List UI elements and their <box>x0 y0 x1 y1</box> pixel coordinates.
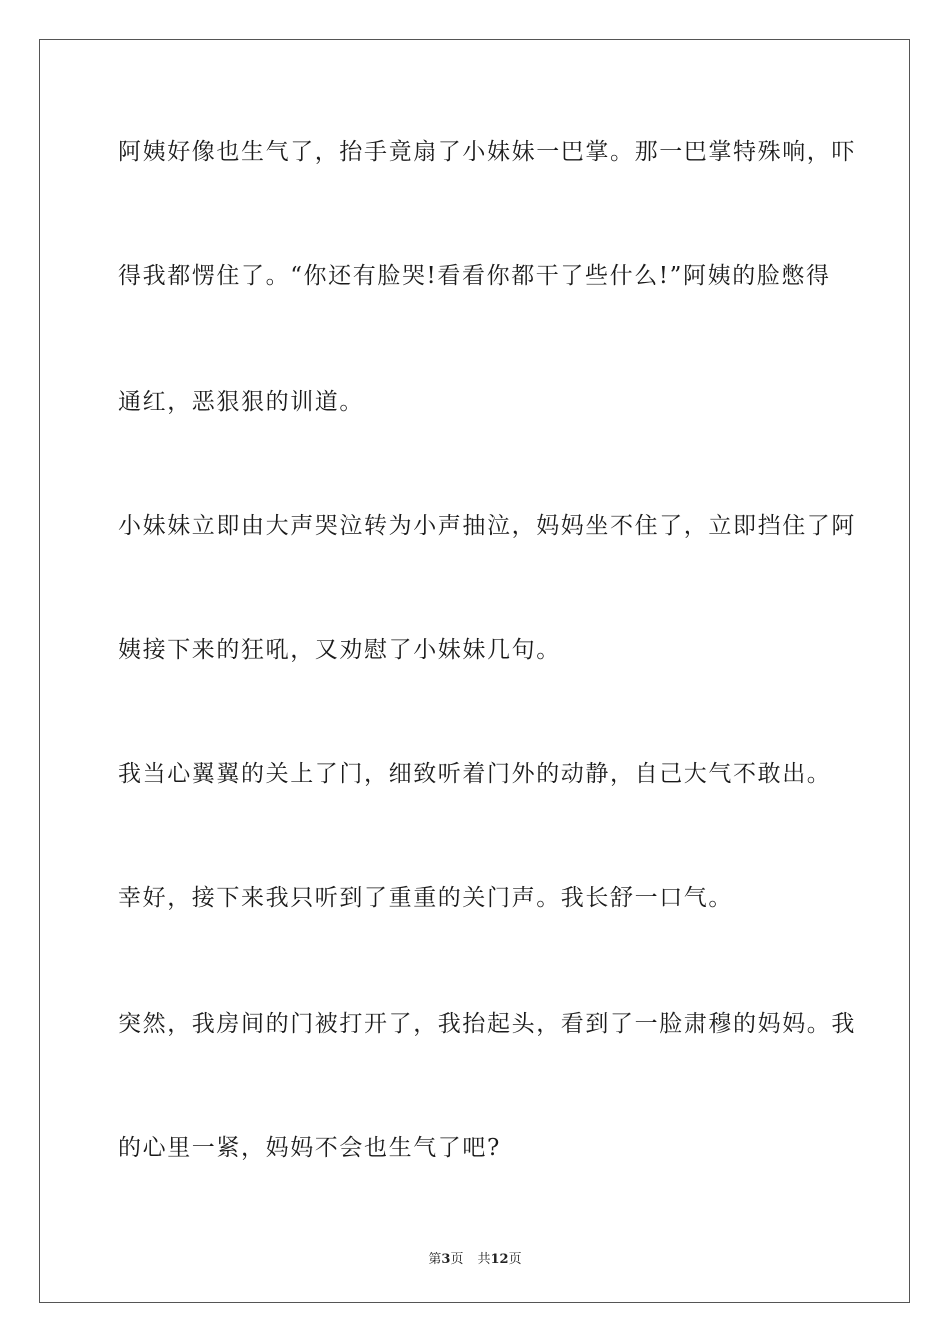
total-prefix: 共 <box>477 1252 491 1267</box>
page-prefix: 第 <box>428 1252 442 1267</box>
body-line-7: 幸好，接下来我只听到了重重的关门声。我长舒一口气。 <box>118 885 733 911</box>
body-line-4: 小妹妹立即由大声哭泣转为小声抽泣，妈妈坐不住了，立即挡住了阿 <box>118 513 856 539</box>
page-footer <box>0 1248 950 1267</box>
body-line-2: 得我都愣住了。“你还有脸哭!看看你都干了些什么!”阿姨的脸憋得 <box>118 263 831 289</box>
body-line-5: 姨接下来的狂吼，又劝慰了小妹妹几句。 <box>118 637 561 663</box>
page-suffix: 页 <box>450 1252 464 1267</box>
page-number: 3 <box>441 1252 451 1267</box>
total-pages: 12 <box>490 1252 509 1267</box>
page-border <box>39 39 910 1303</box>
body-line-6: 我当心翼翼的关上了门，细致听着门外的动静，自己大气不敢出。 <box>118 761 832 787</box>
body-line-8: 突然，我房间的门被打开了，我抬起头，看到了一脸肃穆的妈妈。我 <box>118 1011 856 1037</box>
body-line-1: 阿姨好像也生气了，抬手竟扇了小妹妹一巴掌。那一巴掌特殊响，吓 <box>118 139 856 165</box>
body-line-9: 的心里一紧，妈妈不会也生气了吧? <box>118 1135 501 1161</box>
total-suffix: 页 <box>508 1252 522 1267</box>
body-line-3: 通红，恶狠狠的训道。 <box>118 389 364 415</box>
